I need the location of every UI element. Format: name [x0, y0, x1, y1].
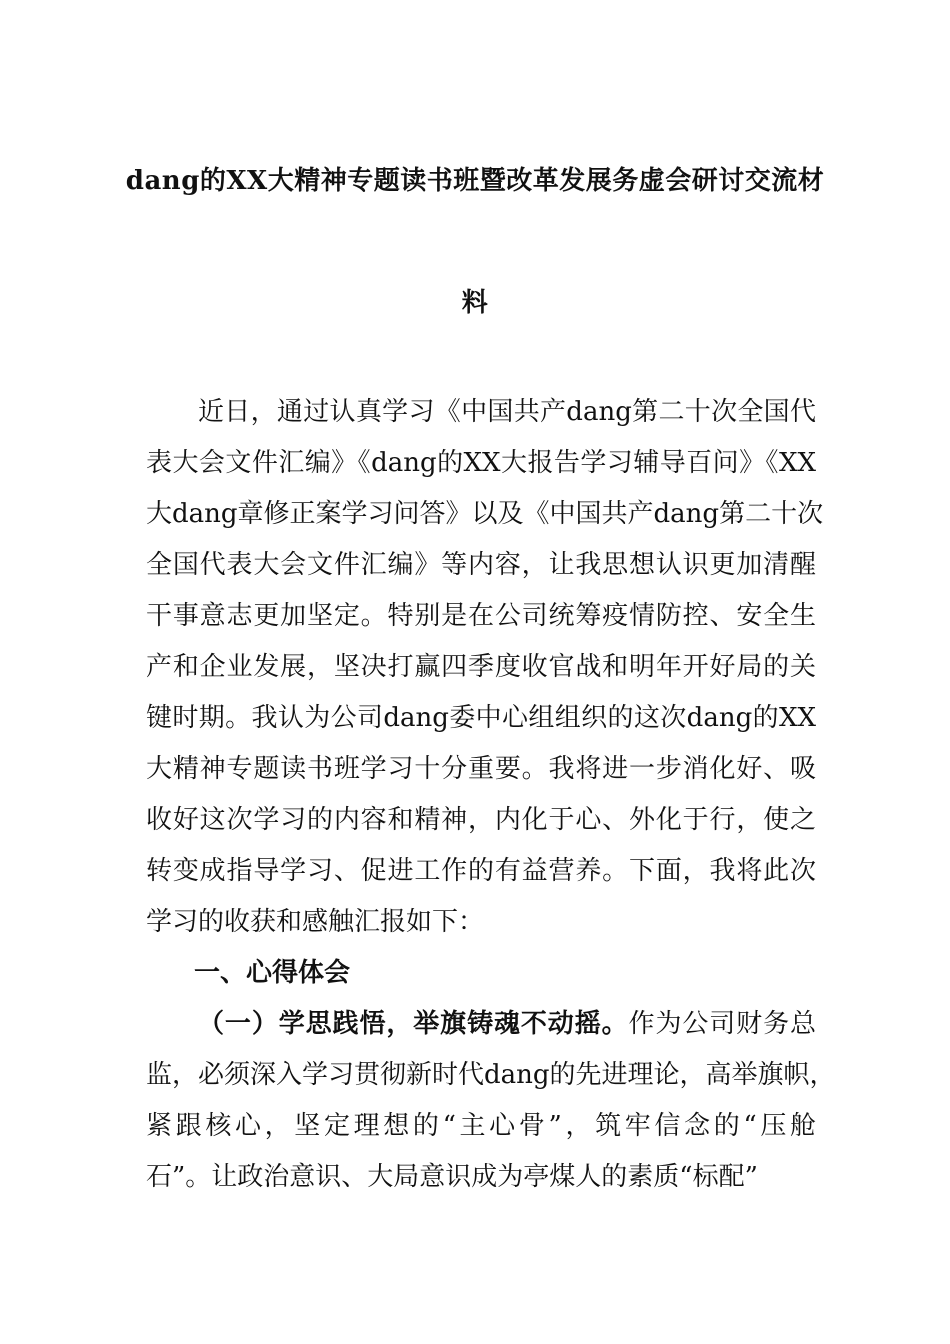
- paragraph-line: 键时期。我认为公司dang委中心组组织的这次dang的XX: [146, 703, 816, 733]
- subsection-heading: （一）学思践悟，举旗铸魂不动摇。: [198, 1009, 629, 1039]
- subsection-text: 作为公司财务总: [628, 1009, 816, 1039]
- paragraph-line: 收好这次学习的内容和精神，内化于心、外化于行，使之: [146, 805, 816, 835]
- subsection-first-line: [146, 1000, 816, 1049]
- paragraph-line: 紧跟核心，坚定理想的“主心骨”，筑牢信念的“压舱: [146, 1111, 816, 1141]
- paragraph-line: 大精神专题读书班学习十分重要。我将进一步消化好、吸: [146, 754, 816, 784]
- paragraph-line: 干事意志更加坚定。特别是在公司统筹疫情防控、安全生: [146, 601, 816, 631]
- section-heading: 一、心得体会: [194, 958, 351, 988]
- document-title-line-2: 料: [461, 288, 489, 318]
- paragraph-line: 学习的收获和感触汇报如下：: [146, 907, 485, 937]
- paragraph-line: 转变成指导学习、促进工作的有益营养。下面，我将此次: [146, 856, 816, 886]
- paragraph-line: 近日，通过认真学习《中国共产dang第二十次全国代: [198, 397, 816, 427]
- paragraph-line: 全国代表大会文件汇编》等内容，让我思想认识更加清醒: [146, 550, 816, 580]
- document-title-line-1: dang的XX大精神专题读书班暨改革发展务虚会研讨交流材: [125, 166, 825, 196]
- paragraph-line: 监，必须深入学习贯彻新时代dang的先进理论，高举旗帜，: [146, 1060, 836, 1090]
- paragraph-line: 石”。让政治意识、大局意识成为亭煤人的素质“标配”: [146, 1162, 758, 1192]
- paragraph-line: 大dang章修正案学习问答》以及《中国共产dang第二十次: [146, 499, 824, 529]
- paragraph-line: 表大会文件汇编》《dang的XX大报告学习辅导百问》《XX: [146, 448, 816, 478]
- paragraph-line: 产和企业发展，坚决打赢四季度收官战和明年开好局的关: [146, 652, 816, 682]
